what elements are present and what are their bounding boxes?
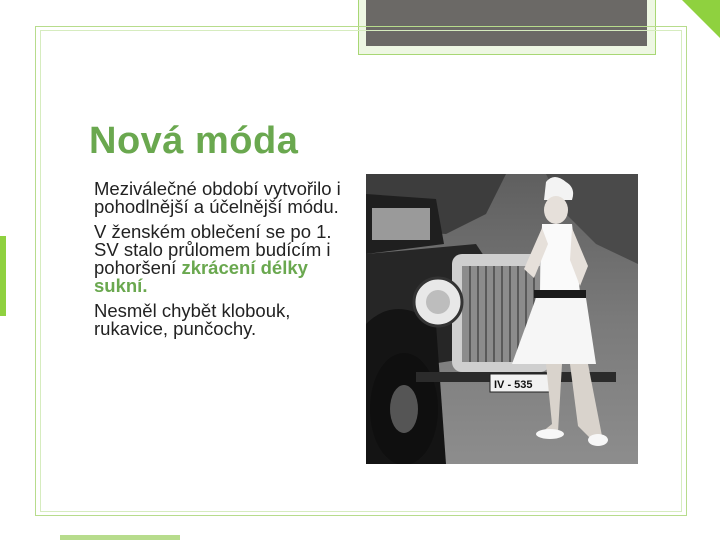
paragraph-3: Nesměl chybět klobouk, rukavice, punčochy. — [94, 300, 291, 339]
corner-accent — [682, 0, 720, 38]
left-accent-tab — [0, 236, 6, 316]
paragraph-2 — [94, 223, 349, 295]
paragraph-1: Meziválečné období vytvořilo i pohodlnější a účelnější módu. — [94, 178, 341, 217]
slide-body — [94, 180, 349, 345]
car-window — [372, 208, 430, 240]
car-hubcap — [390, 385, 418, 433]
woman-shoe — [536, 429, 564, 439]
slide-title: Nová móda — [89, 120, 299, 162]
dress-belt — [534, 290, 586, 298]
license-plate-text: IV - 535 — [494, 379, 533, 391]
paragraph-2-text: V ženském oblečení se po 1. SV stalo průlomem budícím i pohoršení — [94, 221, 332, 278]
headlamp-lens — [426, 290, 450, 314]
vintage-car-woman-photo — [366, 174, 638, 464]
woman-face — [544, 196, 568, 224]
woman-shoe — [588, 434, 608, 446]
bottom-accent-tab — [60, 535, 180, 540]
paragraph-2-highlight: zkrácení délky sukní. — [94, 257, 308, 296]
